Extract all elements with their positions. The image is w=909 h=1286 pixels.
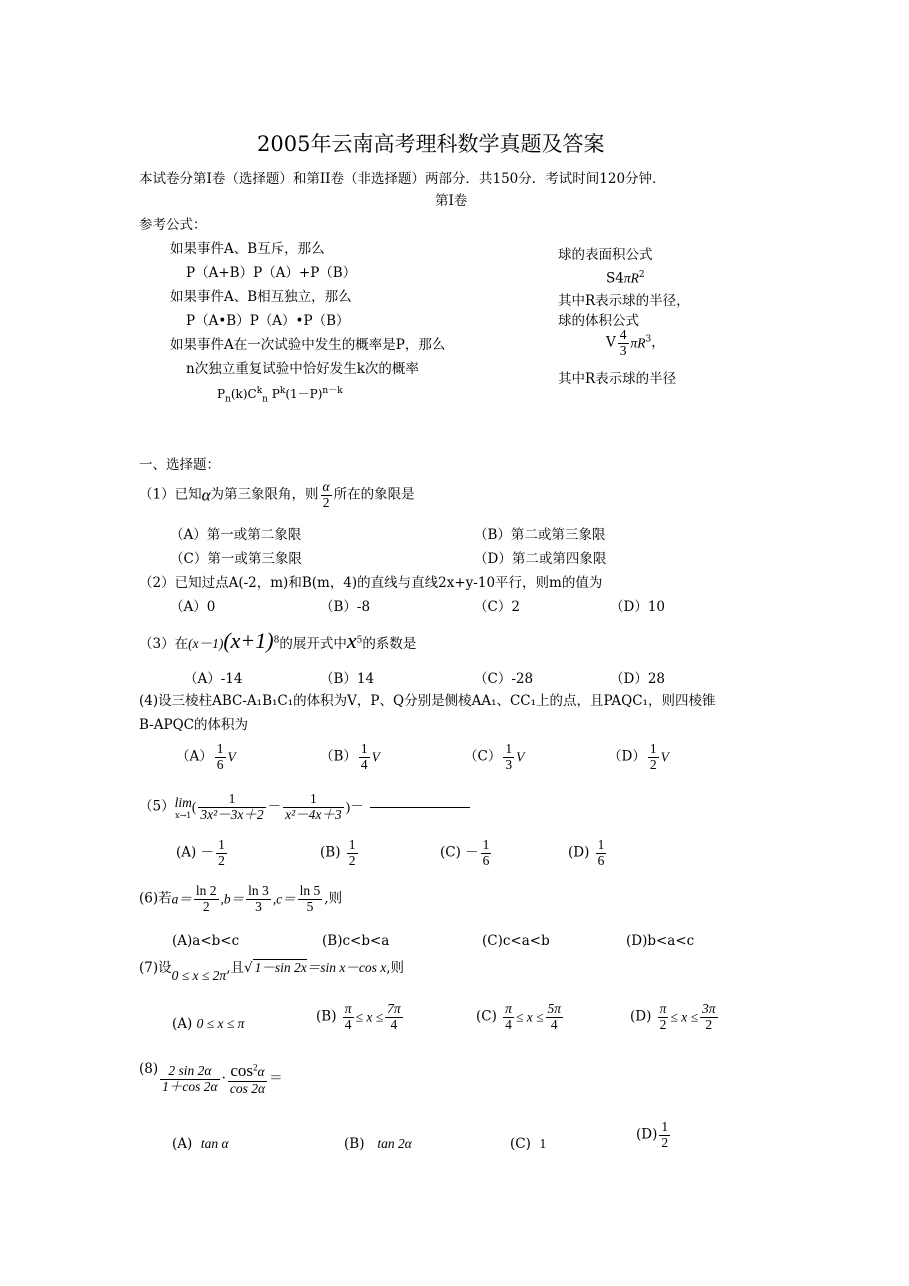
q5-a-fraction — [216, 838, 227, 869]
q8-option-a[interactable] — [172, 1136, 229, 1153]
q8-option-c[interactable] — [510, 1136, 546, 1153]
q5-minus: － — [267, 798, 282, 815]
q8-den-2: cos 2α — [229, 1080, 266, 1096]
q4-b-v: V — [371, 749, 380, 765]
q8-den-1: 1＋cos 2α — [162, 1078, 218, 1094]
sphere-vol-v: V — [606, 334, 616, 351]
q2-option-a[interactable]: （A）0 — [170, 599, 216, 615]
sphere-area-sq: 2 — [638, 270, 645, 280]
binom-tail: P — [267, 387, 280, 401]
q7-b-frac-2 — [385, 1002, 403, 1033]
q6-a-fraction — [194, 884, 219, 915]
q1-den: 2 — [322, 494, 330, 510]
sphere-vol-formula — [606, 328, 665, 359]
sphere-area-formula — [606, 270, 645, 287]
q8-a-expr: tan α — [200, 1136, 229, 1151]
question-4-line-1: (4)设三棱柱ABC-A₁B₁C₁的体积为V，P、Q分别是侧棱AA₁、CC₁上的点，且PAQC₁，则四棱锥 — [139, 693, 716, 709]
q7-c-frac-2 — [546, 1002, 564, 1033]
q7-b-frac-1 — [343, 1002, 354, 1033]
q4-option-b[interactable] — [320, 742, 380, 773]
q6-b: ,b＝ — [220, 891, 245, 907]
q6-post: ,则 — [324, 890, 343, 907]
q3-option-c[interactable]: （C）-28 — [474, 671, 534, 687]
q2-option-c[interactable]: （C）2 — [474, 599, 520, 615]
binom-sup-k: k — [256, 386, 263, 396]
q5-answer-blank[interactable] — [370, 806, 470, 808]
q7-d-le: ≤ x ≤ — [670, 1009, 698, 1025]
q8-a-label: (A) — [172, 1136, 193, 1152]
q5-a-label: (A) — [176, 844, 197, 861]
q5-c-den: 6 — [482, 852, 490, 868]
q6-b-num: ln 3 — [248, 883, 269, 898]
formula-indep: 如果事件A、B相互独立，那么 — [170, 289, 352, 305]
q7-c-num-2: 5π — [547, 1001, 562, 1016]
q5-c-num: 1 — [482, 837, 490, 852]
q5-fraction-1 — [198, 792, 265, 823]
q5-option-a[interactable] — [176, 838, 229, 869]
q6-pre: (6)若 — [139, 890, 172, 907]
q4-b-fraction — [359, 742, 370, 773]
q5-b-fraction — [347, 838, 358, 869]
question-5 — [139, 792, 470, 823]
q4-c-v: V — [516, 749, 525, 765]
q7-d-num-2: 3π — [701, 1001, 716, 1016]
q5-b-label: (B) — [320, 844, 341, 861]
q7-option-c[interactable] — [476, 1002, 565, 1033]
q8-c-expr: 1 — [539, 1136, 547, 1151]
sphere-area-pir: πR — [623, 270, 639, 286]
q6-c-den: 5 — [306, 898, 314, 914]
q4-d-v: V — [660, 749, 669, 765]
q1-option-a[interactable]: （A）第一或第二象限 — [170, 527, 302, 543]
q6-a: a＝ — [171, 891, 192, 907]
page-title: 2005年云南高考理科数学真题及答案 — [257, 132, 605, 156]
q4-b-den: 4 — [360, 756, 368, 772]
q7-post: ,则 — [386, 960, 405, 976]
q2-option-d[interactable]: （D）10 — [610, 599, 666, 615]
question-7 — [139, 960, 405, 983]
q8-alpha: α — [257, 1064, 265, 1079]
section-heading: 一、选择题： — [139, 457, 220, 473]
q5-a-den: 2 — [218, 852, 225, 868]
q7-b-le: ≤ x ≤ — [355, 1009, 384, 1025]
q5-b-den: 2 — [348, 852, 356, 868]
q6-c-fraction — [298, 884, 323, 915]
q4-a-den: 6 — [216, 756, 224, 772]
binom-sup-k2: k — [279, 386, 286, 396]
q7-d-frac-1 — [658, 1002, 669, 1033]
q5-lim-sub: x→1 — [175, 810, 192, 820]
intro-text: 本试卷分第I卷（选择题）和第II卷（非选择题）两部分．共150分．考试时间120分钟． — [139, 171, 666, 187]
q5-lim: lim — [174, 794, 192, 810]
question-6 — [139, 884, 342, 915]
q7-c-den-2: 4 — [550, 1016, 558, 1032]
q5-option-d[interactable] — [568, 838, 608, 869]
q3-option-b[interactable]: （B）14 — [320, 671, 375, 687]
q8-option-b[interactable] — [344, 1136, 412, 1153]
q5-fraction-2 — [283, 792, 344, 823]
q5-option-c[interactable] — [440, 838, 493, 869]
sphere-vol-comma: ， — [651, 334, 665, 351]
q5-d-num: 1 — [597, 837, 605, 852]
q7-b-label: (B) — [316, 1008, 337, 1025]
q3-expr2: (x+1) — [223, 628, 274, 653]
q6-c-num: ln 5 — [299, 883, 321, 898]
q7-rhs: ＝sin x－cos x — [306, 960, 387, 975]
q1-post: 所在的象限是 — [333, 486, 415, 503]
q8-sup2: 2 — [253, 1062, 258, 1073]
sphere-area-s: S4 — [606, 270, 624, 287]
sphere-vol-pir: πR — [630, 335, 646, 351]
q6-option-c[interactable]: (C)c<a<b — [482, 933, 550, 949]
q3-exp8: 8 — [273, 635, 280, 646]
q8-b-label: (B) — [344, 1136, 365, 1152]
q5-a-neg: － — [200, 844, 215, 861]
q3-exp5: 5 — [356, 635, 363, 646]
q3-option-d[interactable]: （D）28 — [610, 671, 666, 687]
q5-d-den: 6 — [597, 852, 605, 868]
q4-c-den: 3 — [505, 756, 513, 772]
q3-pre: （3）在 — [139, 636, 189, 652]
q6-b-fraction — [246, 884, 271, 915]
q7-b-num-1: π — [344, 1001, 352, 1016]
q5-b-num: 1 — [348, 837, 356, 852]
q5-open: ( — [191, 799, 197, 815]
q4-d-fraction — [648, 742, 659, 773]
sphere-vol-cube: 3 — [645, 334, 652, 345]
q6-b-den: 3 — [255, 898, 262, 914]
q1-num: α — [322, 479, 330, 494]
q1-option-c[interactable]: （C）第一或第三象限 — [170, 551, 302, 567]
q4-option-c[interactable] — [464, 742, 524, 773]
formula-mutex: 如果事件A、B互斥，那么 — [170, 241, 325, 257]
q5-num-1: 1 — [198, 792, 265, 808]
q4-d-label: （D） — [608, 748, 646, 765]
q1-mid: 为第三象限角，则 — [210, 486, 319, 503]
q4-d-num: 1 — [649, 741, 657, 756]
q8-eq: ＝ — [269, 1070, 283, 1087]
formula-mutex-eq: P（A+B）P（A）+P（B） — [186, 265, 357, 281]
q6-option-d[interactable]: (D)b<a<c — [626, 933, 695, 949]
question-2: （2）已知过点A(-2，m)和B(m，4)的直线与直线2x+y-10平行，则m的值为 — [139, 575, 603, 591]
q7-d-den-2: 2 — [705, 1016, 713, 1032]
q8-dot: · — [221, 1070, 226, 1087]
q1-fraction — [321, 480, 332, 511]
q6-a-num: ln 2 — [195, 883, 217, 898]
q7-sqrt: 1－sin 2x — [254, 960, 307, 975]
frac-num: 4 — [619, 327, 627, 342]
q1-option-d[interactable]: （D）第二或第四象限 — [474, 551, 607, 567]
question-3 — [139, 628, 416, 653]
q3-post: 的系数是 — [362, 636, 417, 652]
radius-note-1: 其中R表示球的半径， — [558, 293, 690, 309]
q4-a-label: （A） — [176, 748, 213, 765]
q5-c-neg: － — [465, 844, 479, 861]
q4-a-fraction — [215, 742, 226, 773]
q4-a-v: V — [227, 749, 236, 765]
q7-a-expr: 0 ≤ x ≤ π — [196, 1016, 245, 1031]
q5-option-b[interactable] — [320, 838, 360, 869]
sphere-area-label: 球的表面积公式 — [558, 247, 653, 263]
q5-a-num: 1 — [218, 837, 225, 852]
q8-cos: cos — [230, 1061, 254, 1080]
q4-b-num: 1 — [360, 741, 368, 756]
q8-d-num: 1 — [661, 1119, 669, 1134]
q3-mid: 的展开式中 — [279, 636, 347, 652]
q8-label: (8) — [139, 1061, 159, 1077]
q6-option-a[interactable]: (A)a<b<c — [172, 933, 240, 949]
q5-close: ) — [345, 799, 351, 815]
q7-option-a[interactable] — [172, 1016, 244, 1033]
binom-rest: (k)C — [230, 387, 257, 401]
q8-fraction-1 — [160, 1064, 219, 1095]
q5-limit — [175, 795, 192, 820]
q7-option-b[interactable] — [316, 1002, 405, 1033]
q5-den-1: 3x²－3x＋2 — [200, 806, 264, 822]
q7-c-frac-1 — [503, 1002, 514, 1033]
q7-d-frac-2 — [700, 1002, 718, 1033]
q4-b-label: （B） — [320, 748, 357, 765]
q7-option-d[interactable] — [630, 1002, 720, 1033]
q5-c-label: (C) — [440, 844, 461, 861]
q7-b-den-2: 4 — [390, 1016, 398, 1032]
q7-c-label: (C) — [476, 1008, 497, 1025]
q4-option-d[interactable] — [608, 742, 669, 773]
question-1 — [139, 480, 415, 511]
q3-option-a[interactable]: （A）-14 — [184, 671, 243, 687]
q1-option-b[interactable]: （B）第二或第三象限 — [474, 527, 606, 543]
q8-b-expr: tan 2α — [377, 1136, 412, 1151]
q5-label: （5） — [139, 798, 175, 815]
q4-a-num: 1 — [216, 741, 224, 756]
q1-alpha: α — [201, 485, 211, 505]
q5-num-2: 1 — [283, 792, 344, 808]
q5-d-fraction — [596, 838, 607, 869]
binom-p: P — [217, 387, 226, 401]
q5-den-2: x²－4x＋3 — [285, 806, 342, 822]
formula-indep-eq: P（A•B）P（A）•P（B） — [186, 313, 350, 329]
q2-option-b[interactable]: （B）-8 — [320, 599, 371, 615]
q7-mid: ,且 — [226, 960, 244, 976]
q4-c-label: （C） — [464, 748, 502, 765]
binom-end: (1－P) — [285, 387, 323, 401]
q3-x: x — [346, 628, 357, 653]
binom-sub-n2: n — [262, 394, 268, 405]
formula-ntrials: n次独立重复试验中恰好发生k次的概率 — [186, 361, 419, 377]
part-one-heading: 第I卷 — [435, 193, 468, 209]
question-8 — [139, 1062, 283, 1097]
q8-d-label: (D) — [636, 1126, 658, 1143]
q8-fraction-2 — [228, 1062, 267, 1097]
q8-option-d[interactable] — [636, 1120, 672, 1151]
q7-b-den-1: 4 — [344, 1016, 352, 1032]
q7-c-den-1: 4 — [505, 1016, 512, 1032]
q6-option-b[interactable]: (B)c<b<a — [322, 933, 390, 949]
q7-a-label: (A) — [172, 1016, 193, 1032]
radius-note-2: 其中R表示球的半径 — [558, 371, 677, 387]
q7-c-num-1: π — [505, 1001, 512, 1016]
q4-c-fraction — [503, 742, 514, 773]
formula-binomial — [217, 386, 343, 405]
q8-d-fraction — [659, 1120, 670, 1151]
q3-expr1: (x－1) — [188, 636, 224, 651]
q4-c-num: 1 — [505, 741, 513, 756]
q4-d-den: 2 — [649, 756, 657, 772]
q7-d-num-1: π — [659, 1001, 667, 1016]
frac-den: 3 — [619, 342, 627, 358]
q7-sqrt-sign: √ — [244, 960, 253, 976]
q5-eq: － — [350, 798, 364, 815]
q8-num-1: 2 sin 2α — [160, 1064, 219, 1080]
formula-heading: 参考公式： — [139, 217, 207, 233]
q7-c-le: ≤ x ≤ — [515, 1009, 544, 1025]
question-4-line-2: B-APQC的体积为 — [139, 717, 248, 733]
q6-c: ,c＝ — [272, 891, 296, 907]
q7-pre: (7)设 — [139, 960, 172, 976]
binom-sub-n: n — [225, 394, 231, 405]
q5-c-fraction — [481, 838, 492, 869]
q8-d-den: 2 — [661, 1134, 669, 1150]
q5-d-label: (D) — [568, 844, 590, 861]
sphere-vol-label: 球的体积公式 — [558, 313, 639, 329]
formula-prob: 如果事件A在一次试验中发生的概率是P，那么 — [170, 337, 446, 353]
q7-d-den-1: 2 — [659, 1016, 667, 1032]
q6-a-den: 2 — [202, 898, 210, 914]
four-thirds-fraction — [618, 328, 629, 359]
q8-c-label: (C) — [510, 1136, 531, 1152]
q7-range: 0 ≤ x ≤ 2π — [171, 968, 227, 983]
q8-num-2-wrap — [228, 1062, 267, 1082]
q4-option-a[interactable] — [176, 742, 236, 773]
q7-d-label: (D) — [630, 1008, 652, 1025]
binom-sup-nk: n－k — [322, 386, 343, 396]
q1-pre: （1）已知 — [139, 486, 202, 503]
q7-b-num-2: 7π — [387, 1001, 401, 1016]
